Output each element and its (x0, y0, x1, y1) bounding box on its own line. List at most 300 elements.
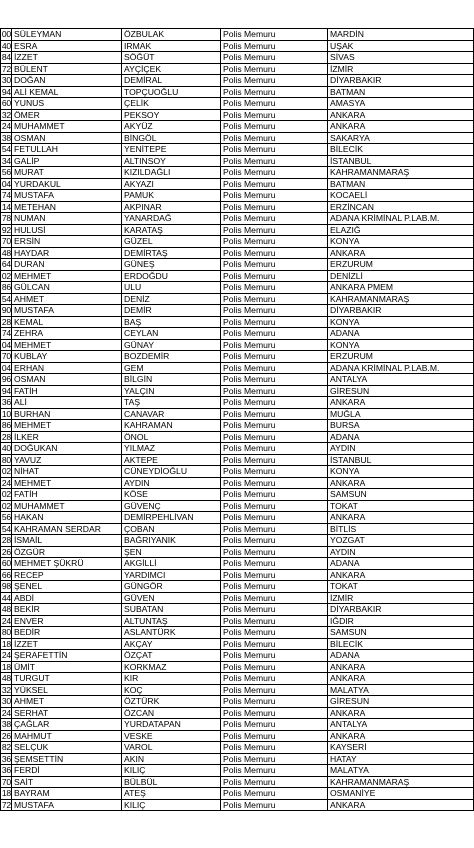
row-id-cell: 56 (1, 512, 11, 522)
row-id-cell: 04 (1, 339, 11, 350)
surname-cell: YANARDAĞ (122, 213, 221, 225)
row-id-cell: 86 (1, 420, 11, 430)
city-cell: KAHRAMANMARAŞ (328, 776, 474, 788)
row-id-cell: 98 (1, 581, 11, 591)
title-cell: Polis Memuru (221, 765, 328, 777)
city-cell: ANKARA (328, 707, 474, 719)
first-name-cell: MUSTAFA (12, 799, 122, 811)
title-cell: Polis Memuru (221, 132, 328, 144)
row-id-cell: 30 (1, 696, 11, 706)
title-cell: Polis Memuru (221, 696, 328, 708)
city-cell: TOKAT (328, 500, 474, 512)
title-cell: Polis Memuru (221, 213, 328, 225)
row-id-cell: 28 (1, 316, 11, 327)
table-row (1, 351, 474, 363)
title-cell: Polis Memuru (221, 742, 328, 754)
table-row (1, 305, 474, 317)
surname-cell: ÖZTÜRK (122, 696, 221, 708)
first-name-cell: İLKER (12, 431, 122, 443)
surname-cell: BOZDEMİR (122, 351, 221, 363)
surname-cell: BİNGÖL (122, 132, 221, 144)
surname-cell: GÜNEŞ (122, 259, 221, 271)
row-id-cell: 82 (1, 742, 11, 752)
city-cell: KOCAELİ (328, 190, 474, 202)
city-cell: DİYARBAKIR (328, 75, 474, 87)
table-row (1, 719, 474, 731)
table-row (1, 615, 474, 627)
table-row (1, 270, 474, 282)
first-name-cell: BEKİR (12, 604, 122, 616)
title-cell: Polis Memuru (221, 259, 328, 271)
table-body (1, 29, 474, 811)
first-name-cell: NİHAT (12, 466, 122, 478)
title-cell: Polis Memuru (221, 98, 328, 110)
row-id-cell: 80 (1, 454, 11, 465)
table-row (1, 40, 474, 52)
personnel-table (0, 28, 474, 811)
city-cell: ADANA KRİMİNAL P.LAB.M. (328, 362, 474, 374)
table-row (1, 627, 474, 639)
first-name-cell: AHMET (12, 696, 122, 708)
table-row (1, 144, 474, 156)
first-name-cell: İSMAİL (12, 535, 122, 547)
table-row (1, 730, 474, 742)
first-name-cell: RECEP (12, 569, 122, 581)
title-cell: Polis Memuru (221, 776, 328, 788)
first-name-cell: OSMAN (12, 374, 122, 386)
city-cell: BİLECİK (328, 638, 474, 650)
title-cell: Polis Memuru (221, 144, 328, 156)
table-row (1, 167, 474, 179)
surname-cell: ÖNOL (122, 431, 221, 443)
row-id-cell: 36 (1, 765, 11, 775)
title-cell: Polis Memuru (221, 385, 328, 397)
first-name-cell: DOĞAN (12, 75, 122, 87)
first-name-cell: KUBLAY (12, 351, 122, 363)
city-cell: UŞAK (328, 40, 474, 52)
first-name-cell: HAKAN (12, 512, 122, 524)
city-cell: OSMANİYE (328, 788, 474, 800)
surname-cell: DEMİRAL (122, 75, 221, 87)
first-name-cell: DOĞUKAN (12, 443, 122, 455)
title-cell: Polis Memuru (221, 650, 328, 662)
table-row (1, 213, 474, 225)
first-name-cell: BAYRAM (12, 788, 122, 800)
table-row (1, 707, 474, 719)
title-cell: Polis Memuru (221, 316, 328, 328)
title-cell: Polis Memuru (221, 730, 328, 742)
city-cell: İSTANBUL (328, 155, 474, 167)
first-name-cell: FATİH (12, 385, 122, 397)
table-row (1, 765, 474, 777)
surname-cell: CANAVAR (122, 408, 221, 420)
city-cell: HATAY (328, 753, 474, 765)
city-cell: İSTANBUL (328, 454, 474, 466)
surname-cell: ÇOBAN (122, 523, 221, 535)
city-cell: SAMSUN (328, 627, 474, 639)
table-row (1, 293, 474, 305)
title-cell: Polis Memuru (221, 270, 328, 282)
title-cell: Polis Memuru (221, 190, 328, 202)
title-cell: Polis Memuru (221, 592, 328, 604)
surname-cell: YILMAZ (122, 443, 221, 455)
row-id-cell: 24 (1, 650, 11, 660)
first-name-cell: GÜLCAN (12, 282, 122, 294)
table-row (1, 121, 474, 133)
first-name-cell: YUNUS (12, 98, 122, 110)
row-id-cell: 60 (1, 98, 11, 108)
table-row (1, 799, 474, 811)
row-id-cell: 26 (1, 546, 11, 557)
row-id-cell: 90 (1, 305, 11, 315)
city-cell: ANKARA (328, 512, 474, 524)
surname-cell: AKÇAY (122, 638, 221, 650)
table-row (1, 236, 474, 248)
table-row (1, 385, 474, 397)
table-row (1, 339, 474, 351)
surname-cell: SÖĞÜT (122, 52, 221, 64)
table-row (1, 650, 474, 662)
table-row (1, 397, 474, 409)
row-id-cell: 02 (1, 489, 11, 499)
first-name-cell: MEHMET (12, 270, 122, 282)
city-cell: ANTALYA (328, 374, 474, 386)
row-id-cell: 26 (1, 730, 11, 741)
surname-cell: AKYÜZ (122, 121, 221, 133)
title-cell: Polis Memuru (221, 638, 328, 650)
row-id-cell: 02 (1, 500, 11, 511)
surname-cell: ERDOĞDU (122, 270, 221, 282)
title-cell: Polis Memuru (221, 615, 328, 627)
surname-cell: TAŞ (122, 397, 221, 409)
row-id-cell: 04 (1, 362, 11, 373)
row-id-cell: 18 (1, 661, 11, 672)
city-cell: SAMSUN (328, 489, 474, 501)
row-id-cell: 40 (1, 443, 11, 453)
table-row (1, 52, 474, 64)
surname-cell: AKIN (122, 753, 221, 765)
city-cell: DİYARBAKIR (328, 604, 474, 616)
table-row (1, 109, 474, 121)
title-cell: Polis Memuru (221, 420, 328, 432)
table-row (1, 684, 474, 696)
surname-cell: AYÇİÇEK (122, 63, 221, 75)
city-cell: ANKARA (328, 730, 474, 742)
row-id-cell: 74 (1, 190, 11, 200)
table-row (1, 742, 474, 754)
first-name-cell: SAİT (12, 776, 122, 788)
surname-cell: KOÇ (122, 684, 221, 696)
city-cell: ANKARA (328, 569, 474, 581)
title-cell: Polis Memuru (221, 293, 328, 305)
city-cell: İZMİR (328, 592, 474, 604)
row-id-cell: 24 (1, 121, 11, 131)
surname-cell: YALÇIN (122, 385, 221, 397)
surname-cell: GÜZEL (122, 236, 221, 248)
first-name-cell: HAYDAR (12, 247, 122, 259)
table-row (1, 546, 474, 558)
row-id-cell: 66 (1, 569, 11, 580)
row-id-cell: 14 (1, 201, 11, 212)
title-cell: Polis Memuru (221, 661, 328, 673)
first-name-cell: TURGUT (12, 673, 122, 685)
title-cell: Polis Memuru (221, 397, 328, 409)
row-id-cell: 72 (1, 799, 11, 810)
surname-cell: TOPÇUOĞLU (122, 86, 221, 98)
first-name-cell: HULUSİ (12, 224, 122, 236)
city-cell: ANKARA (328, 673, 474, 685)
first-name-cell: YÜKSEL (12, 684, 122, 696)
first-name-cell: ŞERAFETTİN (12, 650, 122, 662)
first-name-cell: SÜLEYMAN (12, 29, 122, 41)
city-cell: ANKARA (328, 661, 474, 673)
title-cell: Polis Memuru (221, 155, 328, 167)
city-cell: AMASYA (328, 98, 474, 110)
first-name-cell: GALİP (12, 155, 122, 167)
title-cell: Polis Memuru (221, 443, 328, 455)
surname-cell: IRMAK (122, 40, 221, 52)
table-row (1, 535, 474, 547)
table-row (1, 638, 474, 650)
table-row (1, 776, 474, 788)
row-id-cell: 54 (1, 523, 11, 534)
city-cell: BİTLİS (328, 523, 474, 535)
first-name-cell: BÜLENT (12, 63, 122, 75)
city-cell: BATMAN (328, 86, 474, 98)
first-name-cell: ERHAN (12, 362, 122, 374)
title-cell: Polis Memuru (221, 29, 328, 41)
row-id-cell: 18 (1, 638, 11, 649)
row-id-cell: 96 (1, 374, 11, 384)
surname-cell: KAHRAMAN (122, 420, 221, 432)
surname-cell: YARDIMCI (122, 569, 221, 581)
table-row (1, 178, 474, 190)
surname-cell: CEYLAN (122, 328, 221, 340)
table-row (1, 328, 474, 340)
row-id-cell: 86 (1, 282, 11, 292)
surname-cell: AYDIN (122, 477, 221, 489)
first-name-cell: ŞENEL (12, 581, 122, 593)
row-id-cell: 18 (1, 788, 11, 798)
surname-cell: BÜLBÜL (122, 776, 221, 788)
title-cell: Polis Memuru (221, 75, 328, 87)
first-name-cell: ENVER (12, 615, 122, 627)
table-row (1, 489, 474, 501)
row-id-cell: 38 (1, 719, 11, 729)
title-cell: Polis Memuru (221, 512, 328, 524)
surname-cell: PEKSOY (122, 109, 221, 121)
surname-cell: GEM (122, 362, 221, 374)
title-cell: Polis Memuru (221, 167, 328, 179)
table-row (1, 466, 474, 478)
first-name-cell: MEHMET ŞÜKRÜ (12, 558, 122, 570)
row-id-cell: 80 (1, 627, 11, 637)
city-cell: ANKARA (328, 121, 474, 133)
first-name-cell: FERDİ (12, 765, 122, 777)
title-cell: Polis Memuru (221, 282, 328, 294)
title-cell: Polis Memuru (221, 362, 328, 374)
title-cell: Polis Memuru (221, 86, 328, 98)
table-row (1, 420, 474, 432)
surname-cell: ATEŞ (122, 788, 221, 800)
title-cell: Polis Memuru (221, 753, 328, 765)
title-cell: Polis Memuru (221, 466, 328, 478)
city-cell: BİLECİK (328, 144, 474, 156)
surname-cell: YURDATAPAN (122, 719, 221, 731)
city-cell: YOZGAT (328, 535, 474, 547)
title-cell: Polis Memuru (221, 604, 328, 616)
table-row (1, 132, 474, 144)
surname-cell: PAMUK (122, 190, 221, 202)
city-cell: ANKARA PMEM (328, 282, 474, 294)
title-cell: Polis Memuru (221, 684, 328, 696)
row-id-cell: 04 (1, 178, 11, 189)
city-cell: SAKARYA (328, 132, 474, 144)
city-cell: ANKARA (328, 477, 474, 489)
city-cell: KAHRAMANMARAŞ (328, 293, 474, 305)
surname-cell: DEMİRPEHLİVAN (122, 512, 221, 524)
city-cell: SİVAS (328, 52, 474, 64)
table-row (1, 282, 474, 294)
city-cell: ADANA (328, 650, 474, 662)
title-cell: Polis Memuru (221, 40, 328, 52)
row-id-cell: 64 (1, 259, 11, 269)
title-cell: Polis Memuru (221, 799, 328, 811)
row-id-cell: 54 (1, 144, 11, 154)
row-id-cell: 40 (1, 40, 11, 51)
first-name-cell: YURDAKUL (12, 178, 122, 190)
table-row (1, 558, 474, 570)
table-row (1, 362, 474, 374)
table-row (1, 75, 474, 87)
first-name-cell: YAVUZ (12, 454, 122, 466)
table-row (1, 661, 474, 673)
row-id-cell: 44 (1, 592, 11, 603)
city-cell: ADANA (328, 328, 474, 340)
surname-cell: ALTUNTAŞ (122, 615, 221, 627)
title-cell: Polis Memuru (221, 673, 328, 685)
city-cell: ADANA (328, 431, 474, 443)
title-cell: Polis Memuru (221, 454, 328, 466)
row-id-cell: 32 (1, 684, 11, 695)
surname-cell: VAROL (122, 742, 221, 754)
first-name-cell: BURHAN (12, 408, 122, 420)
surname-cell: KÖSE (122, 489, 221, 501)
table-row (1, 374, 474, 386)
city-cell: AYDIN (328, 443, 474, 455)
surname-cell: BAĞRIYANIK (122, 535, 221, 547)
table-row (1, 247, 474, 259)
row-id-cell: 70 (1, 236, 11, 246)
first-name-cell: ŞEMSETTİN (12, 753, 122, 765)
row-id-cell: 36 (1, 753, 11, 764)
first-name-cell: FATİH (12, 489, 122, 501)
city-cell: KONYA (328, 339, 474, 351)
row-id-cell: 02 (1, 270, 11, 281)
row-id-cell: 94 (1, 86, 11, 97)
title-cell: Polis Memuru (221, 408, 328, 420)
first-name-cell: MEHMET (12, 339, 122, 351)
row-id-cell: 94 (1, 385, 11, 396)
table-row (1, 201, 474, 213)
title-cell: Polis Memuru (221, 477, 328, 489)
title-cell: Polis Memuru (221, 236, 328, 248)
table-row (1, 190, 474, 202)
row-id-cell: 78 (1, 213, 11, 223)
title-cell: Polis Memuru (221, 109, 328, 121)
title-cell: Polis Memuru (221, 224, 328, 236)
surname-cell: ALTINSOY (122, 155, 221, 167)
city-cell: TOKAT (328, 581, 474, 593)
row-id-cell: 28 (1, 535, 11, 545)
city-cell: KONYA (328, 466, 474, 478)
row-id-cell: 54 (1, 293, 11, 304)
title-cell: Polis Memuru (221, 535, 328, 547)
table-row (1, 581, 474, 593)
surname-cell: AKYAZI (122, 178, 221, 190)
city-cell: KAHRAMANMARAŞ (328, 167, 474, 179)
table-row (1, 523, 474, 535)
first-name-cell: ÖZGÜR (12, 546, 122, 558)
first-name-cell: İZZET (12, 52, 122, 64)
surname-cell: ASLANTÜRK (122, 627, 221, 639)
first-name-cell: ÇAĞLAR (12, 719, 122, 731)
title-cell: Polis Memuru (221, 431, 328, 443)
title-cell: Polis Memuru (221, 328, 328, 340)
table-row (1, 63, 474, 75)
first-name-cell: ALİ (12, 397, 122, 409)
surname-cell: YENİTEPE (122, 144, 221, 156)
title-cell: Polis Memuru (221, 707, 328, 719)
row-id-cell: 30 (1, 75, 11, 85)
surname-cell: ULU (122, 282, 221, 294)
table-row (1, 454, 474, 466)
table-row (1, 477, 474, 489)
city-cell: AYDIN (328, 546, 474, 558)
row-id-cell: 92 (1, 224, 11, 235)
title-cell: Polis Memuru (221, 374, 328, 386)
first-name-cell: MUHAMMET (12, 500, 122, 512)
surname-cell: AKTEPE (122, 454, 221, 466)
table-row (1, 408, 474, 420)
title-cell: Polis Memuru (221, 121, 328, 133)
table-row (1, 443, 474, 455)
first-name-cell: ERSİN (12, 236, 122, 248)
city-cell: ADANA KRİMİNAL P.LAB.M. (328, 213, 474, 225)
table-row (1, 696, 474, 708)
document-page (0, 28, 474, 811)
surname-cell: GÜNGÖR (122, 581, 221, 593)
row-id-cell: 38 (1, 132, 11, 143)
first-name-cell: KEMAL (12, 316, 122, 328)
row-id-cell: 28 (1, 431, 11, 442)
title-cell: Polis Memuru (221, 489, 328, 501)
surname-cell: KORKMAZ (122, 661, 221, 673)
table-row (1, 29, 474, 41)
row-id-cell: 24 (1, 707, 11, 718)
title-cell: Polis Memuru (221, 546, 328, 558)
city-cell: GİRESUN (328, 696, 474, 708)
row-id-cell: 24 (1, 615, 11, 626)
table-row (1, 500, 474, 512)
surname-cell: ÖZBULAK (122, 29, 221, 41)
surname-cell: CÜNEYDİOĞLU (122, 466, 221, 478)
table-row (1, 673, 474, 685)
first-name-cell: BEDİR (12, 627, 122, 639)
title-cell: Polis Memuru (221, 63, 328, 75)
title-cell: Polis Memuru (221, 523, 328, 535)
surname-cell: DEMİRTAŞ (122, 247, 221, 259)
